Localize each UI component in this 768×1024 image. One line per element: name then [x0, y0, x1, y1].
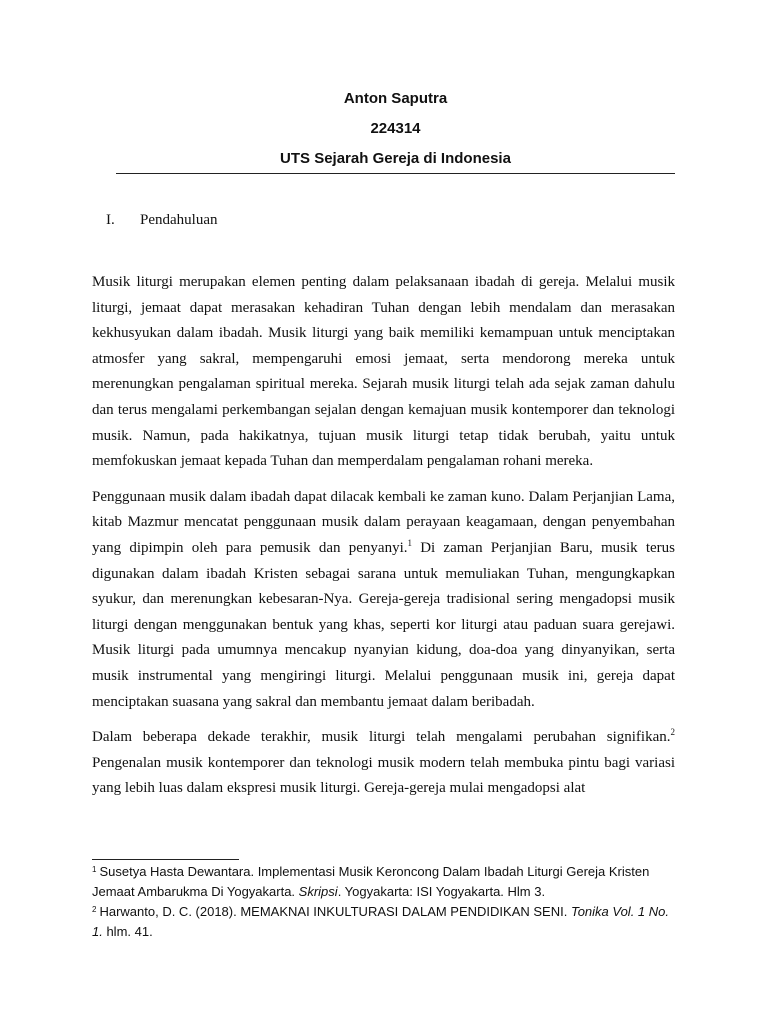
footnote-2-italic: Tonika Vol. 1 No. 1. — [92, 904, 669, 939]
footnote-2-text: Harwanto, D. C. (2018). MEMAKNAI INKULTURASI DALAM PENDIDIKAN SENI. — [99, 904, 571, 919]
footnote-divider — [92, 859, 239, 860]
footnote-2 — [92, 902, 675, 942]
document-title: UTS Sejarah Gereja di Indonesia — [280, 150, 511, 167]
paragraph-3-text-a: Dalam beberapa dekade terakhir, musik liturgi telah mengalami perubahan signifikan. — [92, 729, 671, 746]
paragraph-2-text-a: Penggunaan musik dalam ibadah dapat dilacak kembali ke zaman kuno. Dalam Perjanjian Lama, kitab Mazmur mencatat penggunaan musik dalam perayaan keagamaan, dengan penyembahan yang dipimpin oleh para pemusik dan penyanyi. — [92, 488, 675, 556]
footnote-1 — [92, 862, 675, 902]
footnote-1-marker: 1 — [92, 865, 97, 874]
footnotes — [92, 862, 675, 942]
footnote-2-marker: 2 — [92, 905, 97, 914]
paragraph-3-text-b: Pengenalan musik kontemporer dan teknologi musik modern telah membuka pintu bagi variasi yang lebih luas dalam ekspresi musik liturgi. Gereja-gereja mulai mengadopsi alat — [92, 754, 675, 797]
student-id: 224314 — [370, 120, 421, 137]
footnote-1-text: Susetya Hasta Dewantara. Implementasi Musik Keroncong Dalam Ibadah Liturgi Gereja Kristen Jemaat Ambarukma Di Yogyakarta. — [92, 864, 650, 899]
paragraph-3 — [92, 725, 675, 802]
paragraph-2-text-b: Di zaman Perjanjian Baru, musik terus digunakan dalam ibadah Kristen sebagai sarana untuk memuliakan Tuhan, mengungkapkan syukur, dan merenungkan kebesaran-Nya. Gereja-gereja tradisional sering mengadopsi musik liturgi dengan menggunakan bentuk yang khas, seperti kor liturgi atau paduan suara gerejawi. Musik liturgi pada umumnya mencakup nyanyian kidung, doa-doa yang dinyanyikan, serta musik instrumental yang mengiringi liturgi. Melalui penggunaan musik ini, gereja dapat menciptakan suasana yang sakral dan membantu jemaat dalam beribadah. — [92, 539, 675, 710]
body-text — [92, 270, 675, 812]
footnote-1-italic: Skripsi — [298, 884, 338, 899]
paragraph-1: Musik liturgi merupakan elemen penting dalam pelaksanaan ibadah di gereja. Melalui musik liturgi, jemaat dapat merasakan kehadiran Tuhan dengan lebih mendalam dan merasakan kekhusyukan dalam ibadah. Musik liturgi yang baik memiliki kemampuan untuk menciptakan atmosfer yang sakral, mempengaruhi emosi jemaat, serta mendorong mereka untuk merenungkan pengalaman spiritual mereka. Sejarah musik liturgi telah ada sejak zaman dahulu dan terus mengalami perkembangan sejalan dengan kemajuan musik kontemporer dan teknologi musik. Namun, pada hakikatnya, tujuan musik liturgi tetap tidak berubah, yaitu untuk memfokuskan jemaat kepada Tuhan dan memperdalam pengalaman rohani mereka. — [92, 274, 675, 470]
footnote-ref-1[interactable]: 1 — [407, 537, 412, 548]
section-heading — [106, 212, 217, 229]
paragraph-2 — [92, 485, 675, 715]
header-divider — [116, 173, 675, 174]
author-name: Anton Saputra — [343, 90, 448, 107]
document-header — [116, 88, 675, 178]
section-number: I. — [106, 212, 115, 228]
footnote-1-tail: . Yogyakarta: ISI Yogyakarta. Hlm 3. — [337, 884, 546, 899]
footnote-ref-2[interactable]: 2 — [670, 727, 675, 738]
section-title: Pendahuluan — [140, 212, 218, 228]
footnote-2-tail: hlm. 41. — [102, 924, 153, 939]
